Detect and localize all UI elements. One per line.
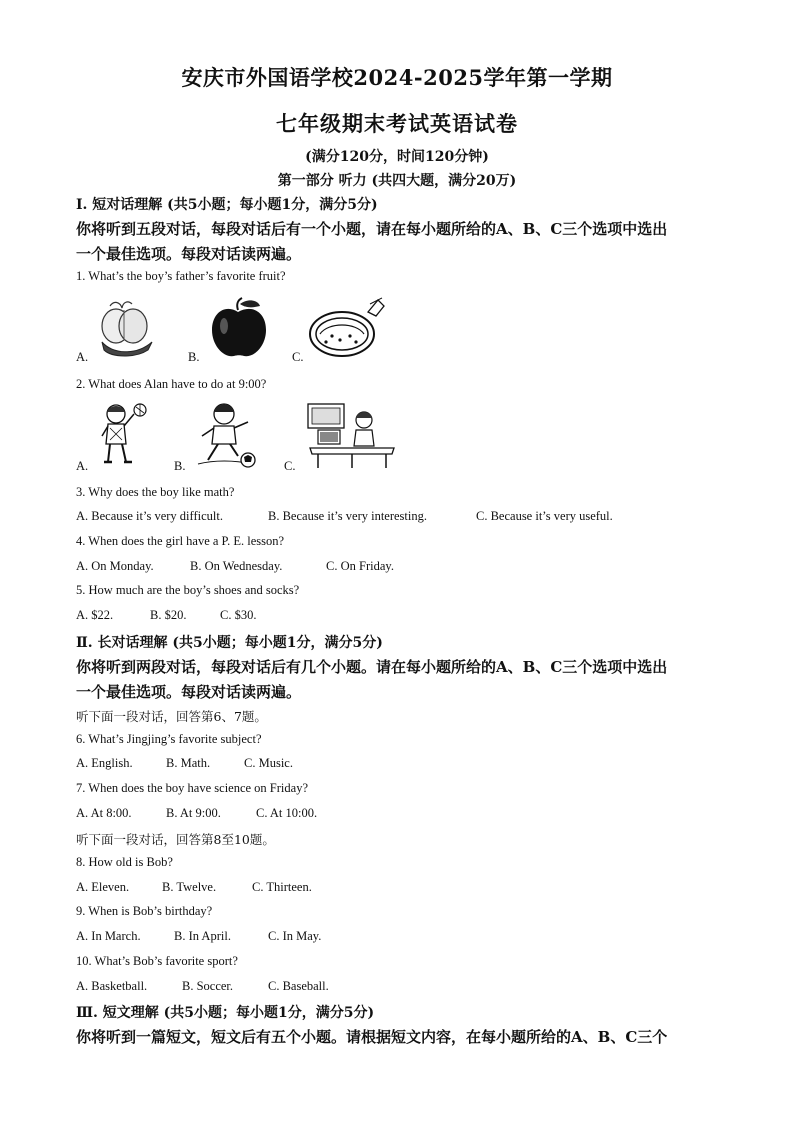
q3-option-b: B. Because it’s very interesting.: [268, 509, 427, 523]
exam-subtitle: 七年级期末考试英语试卷: [276, 111, 518, 136]
q7-option-b: B. At 9:00.: [166, 806, 221, 820]
q4-option-c: C. On Friday.: [326, 559, 394, 573]
q9-stem: 9. When is Bob’s birthday?: [76, 904, 213, 918]
q2-option-c: C.: [284, 459, 296, 473]
q2-option-a: A.: [76, 459, 89, 473]
q8-option-a: A. Eleven.: [76, 880, 130, 894]
q10-stem: 10. What’s Bob’s favorite sport?: [76, 954, 238, 968]
q5-stem: 5. How much are the boy’s shoes and socks?: [76, 583, 300, 597]
q8-option-c: C. Thirteen.: [252, 880, 312, 894]
section2-instruction-line2: 一个最佳选项。每段对话读两遍。: [76, 683, 302, 701]
section3-instruction-line1: 你将听到一篇短文，短文后有五个小题。请根据短文内容，在每小题所给的A、B、C三个: [76, 1028, 668, 1046]
section2-note-1: 听下面一段对话，回答第6、7题。: [76, 709, 267, 724]
q6-option-b: B. Math.: [166, 756, 211, 770]
q10-option-c: C. Baseball.: [268, 979, 329, 993]
q10-option-a: A. Basketball.: [76, 979, 148, 993]
section1-instruction-line2: 一个最佳选项。每段对话读两遍。: [76, 245, 302, 263]
q9-option-a: A. In March.: [76, 929, 141, 943]
q2-stem: 2. What does Alan have to do at 9:00?: [76, 377, 267, 391]
q4-option-a: A. On Monday.: [76, 559, 154, 573]
q10-option-b: B. Soccer.: [182, 979, 234, 993]
q8-option-b: B. Twelve.: [162, 880, 217, 894]
section3-heading: Ⅲ. 短文理解 (共5小题；每小题1分，满分5分): [76, 1005, 375, 1021]
q3-stem: 3. Why does the boy like math?: [76, 485, 235, 499]
q1-option-c: C.: [292, 350, 304, 364]
section1-instruction-line1: 你将听到五段对话，每段对话后有一个小题，请在每小题所给的A、B、C三个选项中选出: [76, 220, 668, 238]
q3-option-a: A. Because it’s very difficult.: [76, 509, 223, 523]
q7-option-a: A. At 8:00.: [76, 806, 132, 820]
volleyball-boy-icon: [96, 400, 152, 468]
peach-icon: [96, 296, 156, 358]
exam-title: 安庆市外国语学校2024-2025学年第一学期: [181, 65, 613, 90]
section2-heading: Ⅱ. 长对话理解 (共5小题；每小题1分，满分5分): [76, 635, 383, 651]
section2-note-2: 听下面一段对话，回答第8至10题。: [76, 832, 275, 847]
q8-stem: 8. How old is Bob?: [76, 855, 173, 869]
q5-option-a: A. $22.: [76, 608, 114, 622]
q6-option-c: C. Music.: [244, 756, 293, 770]
soccer-boy-icon: [194, 400, 260, 470]
computer-desk-boy-icon: [306, 400, 396, 472]
watermelon-icon: [306, 294, 388, 362]
apple-icon: [208, 296, 270, 360]
q9-option-c: C. In May.: [268, 929, 322, 943]
q3-option-c: C. Because it’s very useful.: [476, 509, 613, 523]
q6-option-a: A. English.: [76, 756, 133, 770]
q6-stem: 6. What’s Jingjing’s favorite subject?: [76, 732, 262, 746]
section2-instruction-line1: 你将听到两段对话，每段对话后有几个小题。请在每小题所给的A、B、C三个选项中选出: [76, 658, 668, 676]
section1-heading: I. 短对话理解 (共5小题；每小题1分，满分5分): [76, 197, 378, 213]
q4-option-b: B. On Wednesday.: [190, 559, 283, 573]
score-time: (满分120分，时间120分钟): [305, 149, 489, 165]
q1-option-b: B.: [188, 350, 200, 364]
q1-option-a: A.: [76, 350, 89, 364]
q5-option-c: C. $30.: [220, 608, 257, 622]
q4-stem: 4. When does the girl have a P. E. lesson?: [76, 534, 285, 548]
q9-option-b: B. In April.: [174, 929, 231, 943]
q7-stem: 7. When does the boy have science on Friday?: [76, 781, 308, 795]
q2-option-b: B.: [174, 459, 186, 473]
part-heading: 第一部分 听力 (共四大题，满分20万): [277, 173, 517, 189]
q7-option-c: C. At 10:00.: [256, 806, 318, 820]
q1-stem: 1. What’s the boy’s father’s favorite fruit?: [76, 269, 286, 283]
q5-option-b: B. $20.: [150, 608, 187, 622]
